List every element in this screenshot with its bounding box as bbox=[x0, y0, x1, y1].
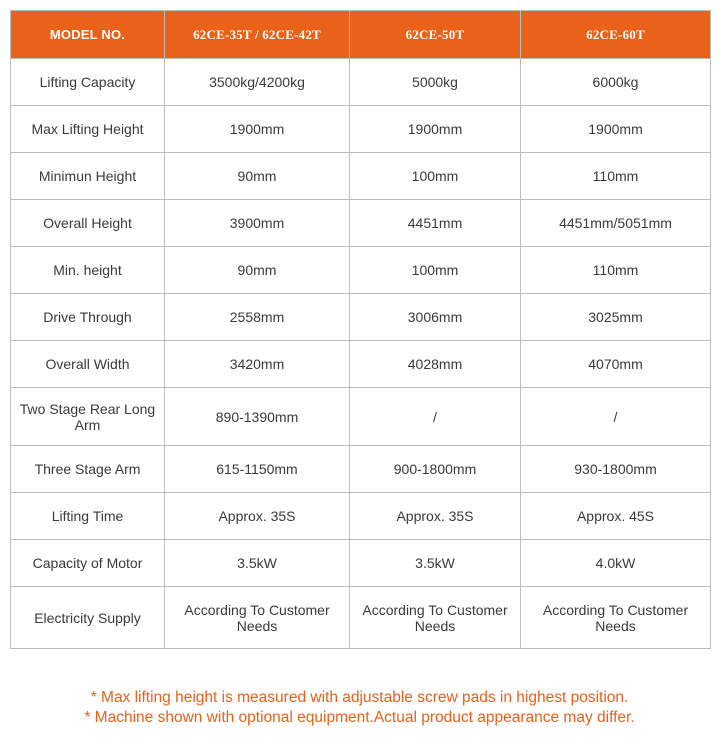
table-cell: 5000kg bbox=[350, 59, 521, 106]
header-model-50t: 62CE-50T bbox=[350, 11, 521, 59]
table-cell: 3.5kW bbox=[350, 540, 521, 587]
table-cell: 100mm bbox=[350, 247, 521, 294]
table-row bbox=[11, 341, 711, 388]
table-cell: 1900mm bbox=[521, 106, 711, 153]
header-model-no: MODEL NO. bbox=[11, 11, 165, 59]
table-cell: 3025mm bbox=[521, 294, 711, 341]
table-cell: 3500kg/4200kg bbox=[165, 59, 350, 106]
table-cell: 3900mm bbox=[165, 200, 350, 247]
row-label: Overall Height bbox=[11, 200, 165, 247]
table-row bbox=[11, 587, 711, 649]
row-label: Two Stage Rear Long Arm bbox=[11, 388, 165, 446]
footnotes bbox=[0, 688, 719, 728]
table-row bbox=[11, 200, 711, 247]
row-label: Capacity of Motor bbox=[11, 540, 165, 587]
table-cell: 110mm bbox=[521, 247, 711, 294]
spec-table-body bbox=[11, 59, 711, 649]
spec-table-header bbox=[11, 11, 711, 59]
header-row bbox=[11, 11, 711, 59]
header-model-60t: 62CE-60T bbox=[521, 11, 711, 59]
table-row bbox=[11, 106, 711, 153]
table-cell: 6000kg bbox=[521, 59, 711, 106]
row-label: Electricity Supply bbox=[11, 587, 165, 649]
footnote-optional-equipment: * Machine shown with optional equipment.Actual product appearance may differ. bbox=[84, 709, 635, 726]
table-cell: Approx. 35S bbox=[165, 493, 350, 540]
table-cell: 4.0kW bbox=[521, 540, 711, 587]
table-cell: 1900mm bbox=[165, 106, 350, 153]
table-cell: Approx. 45S bbox=[521, 493, 711, 540]
row-label: Lifting Time bbox=[11, 493, 165, 540]
table-cell: 4451mm bbox=[350, 200, 521, 247]
row-label: Min. height bbox=[11, 247, 165, 294]
table-cell: 90mm bbox=[165, 247, 350, 294]
table-cell: 3.5kW bbox=[165, 540, 350, 587]
table-row bbox=[11, 388, 711, 446]
table-row bbox=[11, 294, 711, 341]
table-cell: According To Customer Needs bbox=[350, 587, 521, 649]
table-cell: / bbox=[350, 388, 521, 446]
row-label: Lifting Capacity bbox=[11, 59, 165, 106]
table-cell: According To Customer Needs bbox=[165, 587, 350, 649]
table-cell: / bbox=[521, 388, 711, 446]
table-row bbox=[11, 493, 711, 540]
row-label: Minimun Height bbox=[11, 153, 165, 200]
table-cell: 930-1800mm bbox=[521, 446, 711, 493]
spec-table bbox=[10, 10, 711, 649]
table-cell: According To Customer Needs bbox=[521, 587, 711, 649]
table-cell: 90mm bbox=[165, 153, 350, 200]
header-model-35t-42t: 62CE-35T / 62CE-42T bbox=[165, 11, 350, 59]
footnote-lifting-height: * Max lifting height is measured with adjustable screw pads in highest position. bbox=[90, 689, 629, 706]
table-cell: Approx. 35S bbox=[350, 493, 521, 540]
table-cell: 900-1800mm bbox=[350, 446, 521, 493]
table-cell: 615-1150mm bbox=[165, 446, 350, 493]
table-cell: 100mm bbox=[350, 153, 521, 200]
row-label: Drive Through bbox=[11, 294, 165, 341]
table-cell: 890-1390mm bbox=[165, 388, 350, 446]
row-label: Overall Width bbox=[11, 341, 165, 388]
table-row bbox=[11, 247, 711, 294]
table-cell: 4451mm/5051mm bbox=[521, 200, 711, 247]
table-cell: 3006mm bbox=[350, 294, 521, 341]
table-cell: 3420mm bbox=[165, 341, 350, 388]
table-row bbox=[11, 446, 711, 493]
table-cell: 110mm bbox=[521, 153, 711, 200]
table-row bbox=[11, 540, 711, 587]
row-label: Max Lifting Height bbox=[11, 106, 165, 153]
table-cell: 2558mm bbox=[165, 294, 350, 341]
row-label: Three Stage Arm bbox=[11, 446, 165, 493]
table-cell: 4070mm bbox=[521, 341, 711, 388]
table-row bbox=[11, 153, 711, 200]
table-cell: 4028mm bbox=[350, 341, 521, 388]
table-cell: 1900mm bbox=[350, 106, 521, 153]
table-row bbox=[11, 59, 711, 106]
